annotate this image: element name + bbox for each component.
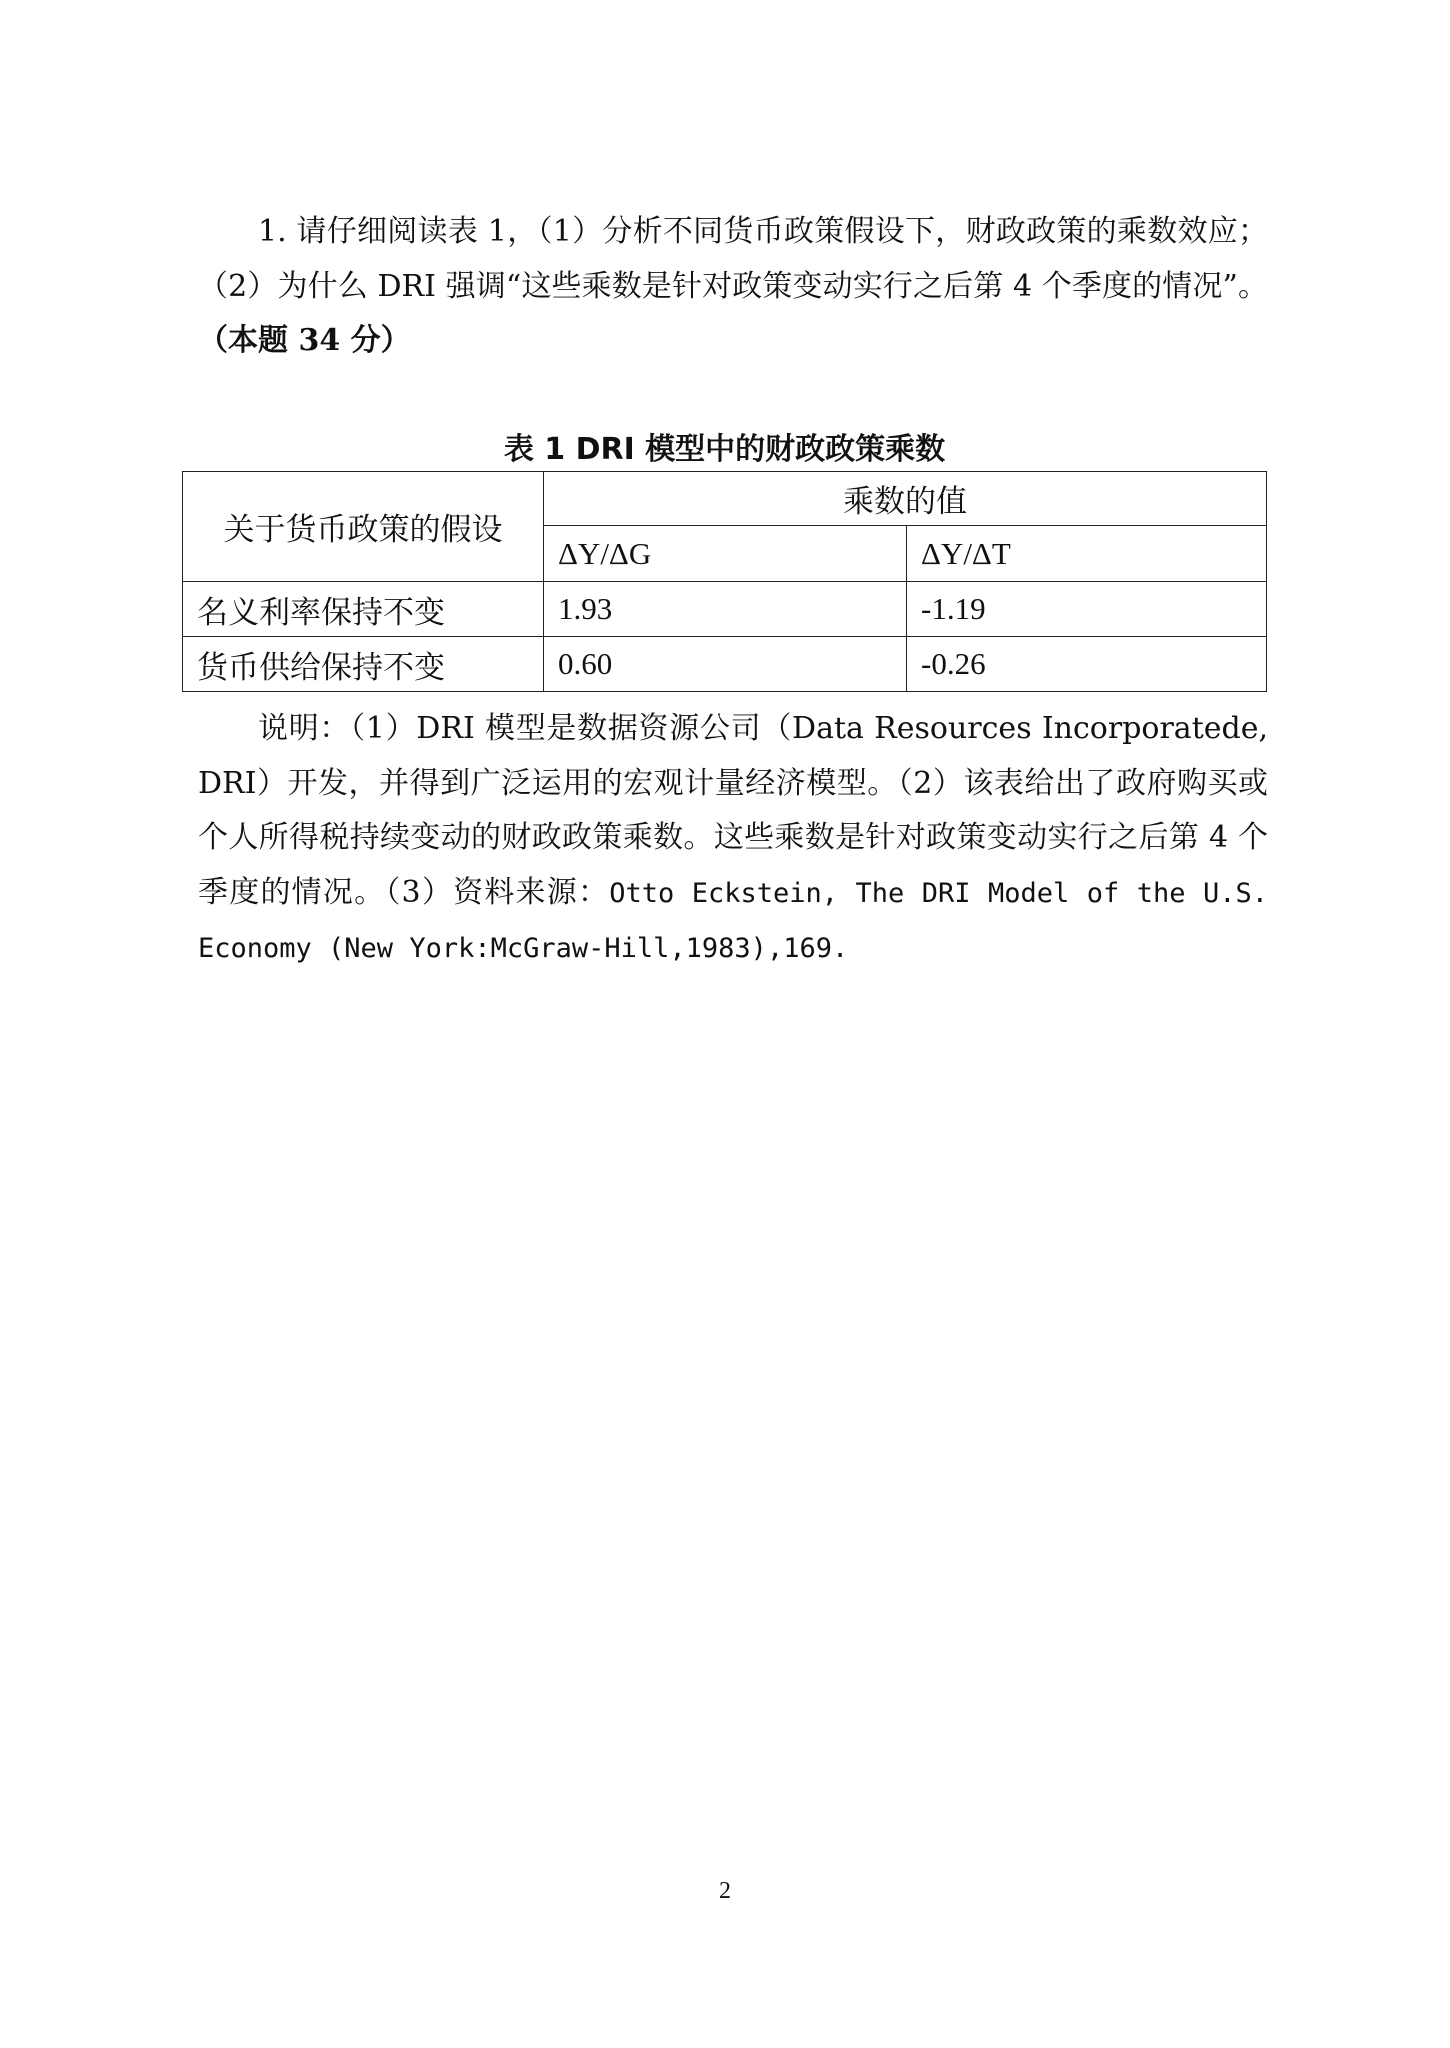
row-dy-dt: -0.26 [907,637,1267,692]
row-assumption: 货币供给保持不变 [183,637,544,692]
table-row [183,637,1267,692]
notes-text: 说明：（1）DRI 模型是数据资源公司（Data Resources Incorporatede, DRI）开发，并得到广泛运用的宏观计量经济模型。（2）该表给出了政府购买或个人所得税持续变动的财政政策乘数。这些乘数是针对政策变动实行之后第 4 个季度的情况。（3）资料来源： [198,711,1268,910]
row-dy-dt: -1.19 [907,582,1267,637]
table-header-row [183,472,1267,526]
notes-source: Otto Eckstein, The DRI Model of the U.S. Economy (New York:McGraw-Hill,1983),169. [198,877,1268,964]
question-text: 1. 请仔细阅读表 1，（1）分析不同货币政策假设下，财政政策的乘数效应；（2）为什么 DRI 强调“这些乘数是针对政策变动实行之后第 4 个季度的情况”。 [198,214,1268,304]
question-paragraph [198,205,1268,369]
multiplier-table [182,471,1267,692]
notes-paragraph [198,702,1268,977]
header-assumption: 关于货币政策的假设 [183,472,544,582]
row-dy-dg: 1.93 [544,582,907,637]
header-multiplier-group: 乘数的值 [544,472,1267,526]
row-dy-dg: 0.60 [544,637,907,692]
page-number: 2 [719,1878,731,1904]
table-caption: 表 1 DRI 模型中的财政政策乘数 [503,432,946,467]
header-dy-dg: ΔY/ΔG [544,526,907,582]
header-dy-dt: ΔY/ΔT [907,526,1267,582]
question-points: （本题 34 分） [198,323,411,358]
table-row [183,582,1267,637]
row-assumption: 名义利率保持不变 [183,582,544,637]
